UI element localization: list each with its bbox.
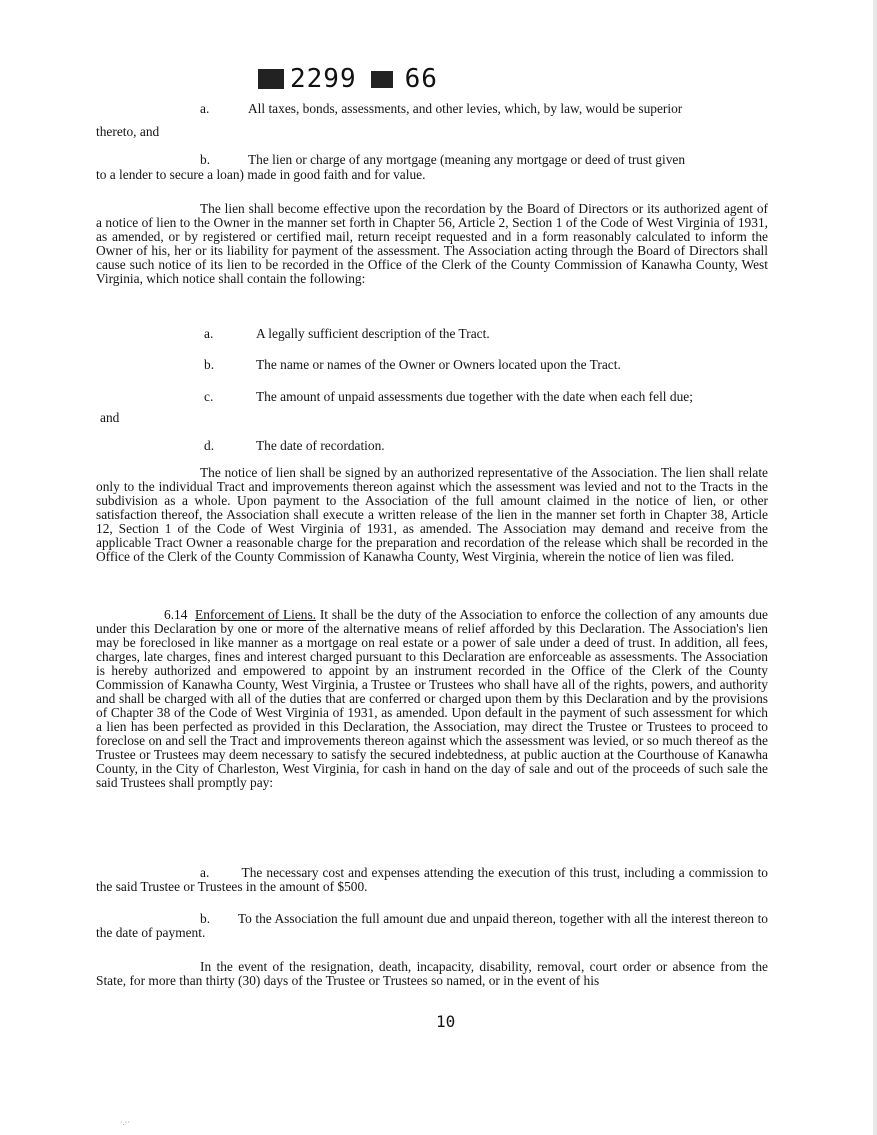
proceeds-item-b: b. To the Association the full amount due and unpaid thereon, together with all the interest thereon to the date of payment. (96, 911, 769, 940)
scan-specks: ·.·· (120, 1118, 130, 1127)
list-item: c. The amount of unpaid assessments due together with the date when each fell due; (204, 389, 693, 404)
stamp-mark-icon (371, 71, 393, 88)
list-item-continuation: and (100, 410, 120, 425)
list-item: b. The name or names of the Owner or Owners located upon the Tract. (204, 357, 621, 372)
list-item (200, 101, 770, 117)
section-text: It shall be the duty of the Association to enforce the collection of any amounts due under this Declaration by one or more of the alternative means of relief afforded by this Declaration. The Association's lien may be foreclosed in like manner as a mortgage on real estate or a power of sale under a deed of trust. In addition, all fees, charges, late charges, fines and interest charged pursuant to this Declaration are enforceable as assessments. The Association is hereby authorized and empowered to appoint by an instrument recorded in the Office of the Clerk of the County Commission of Kanawha County, West Virginia, a Trustee or Trustees who shall have all of the rights, powers, and authority and shall be charged with all of the duties that are conferred or charged upon them by this Declaration and by the provisions of Chapter 38 of the Code of West Virginia of 1931, as amended. Upon default in the payment of such assessment for which a lien has been perfected as provided in this Declaration, the Association, may direct the Trustee or Trustees to proceed to foreclose on and sell the Tract and improvements thereon against which the assessment was levied, or so much thereof as the Trustee or Trustees may deem necessary to satisfy the secured indebtedness, at public auction at the Courthouse of Kanawha County, in the City of Charleston, West Virginia, for cash in hand on the day of sale and out of the proceeds of such sale the said Trustees shall promptly pay: (96, 607, 768, 790)
list-item: a. A legally sufficient description of the Tract. (204, 326, 490, 341)
list-item-continuation: to a lender to secure a loan) made in good faith and for value. (96, 167, 426, 182)
list-item-label: b. (200, 152, 211, 167)
list-item-continuation: thereto, and (96, 124, 160, 139)
stamp-book-number: 2299 (290, 64, 357, 94)
scan-edge (873, 0, 877, 1135)
stamp-mark-icon (258, 69, 284, 89)
list-item-text: All taxes, bonds, assessments, and other levies, which, by law, would be superior (248, 101, 683, 116)
paragraph-notice-signed: The notice of lien shall be signed by an authorized representative of the Association. The lien shall relate only to the individual Tract and improvements thereon against which the assessment was levied and not to the Tracts in the subdivision as a whole. Upon payment to the Association of the full amount claimed in the notice of lien, or other satisfaction thereof, the Association shall execute a written release of the lien in the manner set forth in Chapter 38, Article 12, Section 1 of the Code of West Virginia of 1931, as amended. The Association may demand and receive from the applicable Tract Owner a reasonable charge for the preparation and recordation of the release which shall be recorded in the Office of the Clerk of the County Commission of Kanawha County, West Virginia, wherein the notice of lien was filed. (96, 465, 768, 564)
page-number: 10 (436, 1012, 456, 1031)
list-item: d. The date of recordation. (204, 438, 385, 453)
proceeds-item-a: a. The necessary cost and expenses attending the execution of this trust, including a commission to the said Trustee or Trustees in the amount of $500. (96, 865, 768, 894)
section-6-14 (96, 608, 768, 790)
recording-stamp (258, 64, 438, 94)
paragraph-resignation: In the event of the resignation, death, incapacity, disability, removal, court order or absence from the State, for more than thirty (30) days of the Trustee or Trustees so named, or in the event of his (96, 959, 768, 988)
list-item-label: a. (200, 101, 210, 116)
section-heading: Enforcement of Liens. (195, 607, 317, 622)
section-number: 6.14 (164, 607, 188, 622)
list-item-text: The lien or charge of any mortgage (meaning any mortgage or deed of trust given (248, 152, 686, 167)
list-item (200, 152, 770, 168)
paragraph-lien-effective: The lien shall become effective upon the recordation by the Board of Directors or its authorized agent of a notice of lien to the Owner in the manner set forth in Chapter 56, Article 2, Section 1 of the Code of West Virginia of 1931, as amended, or by registered or certified mail, return receipt requested and in a form reasonably calculated to inform the Owner of his, her or its liability for payment of the assessment. The Association acting through the Board of Directors shall cause such notice of its lien to be recorded in the Office of the Clerk of the County Commission of Kanawha County, West Virginia, which notice shall contain the following: (96, 201, 768, 286)
stamp-page-number: 66 (404, 64, 438, 94)
